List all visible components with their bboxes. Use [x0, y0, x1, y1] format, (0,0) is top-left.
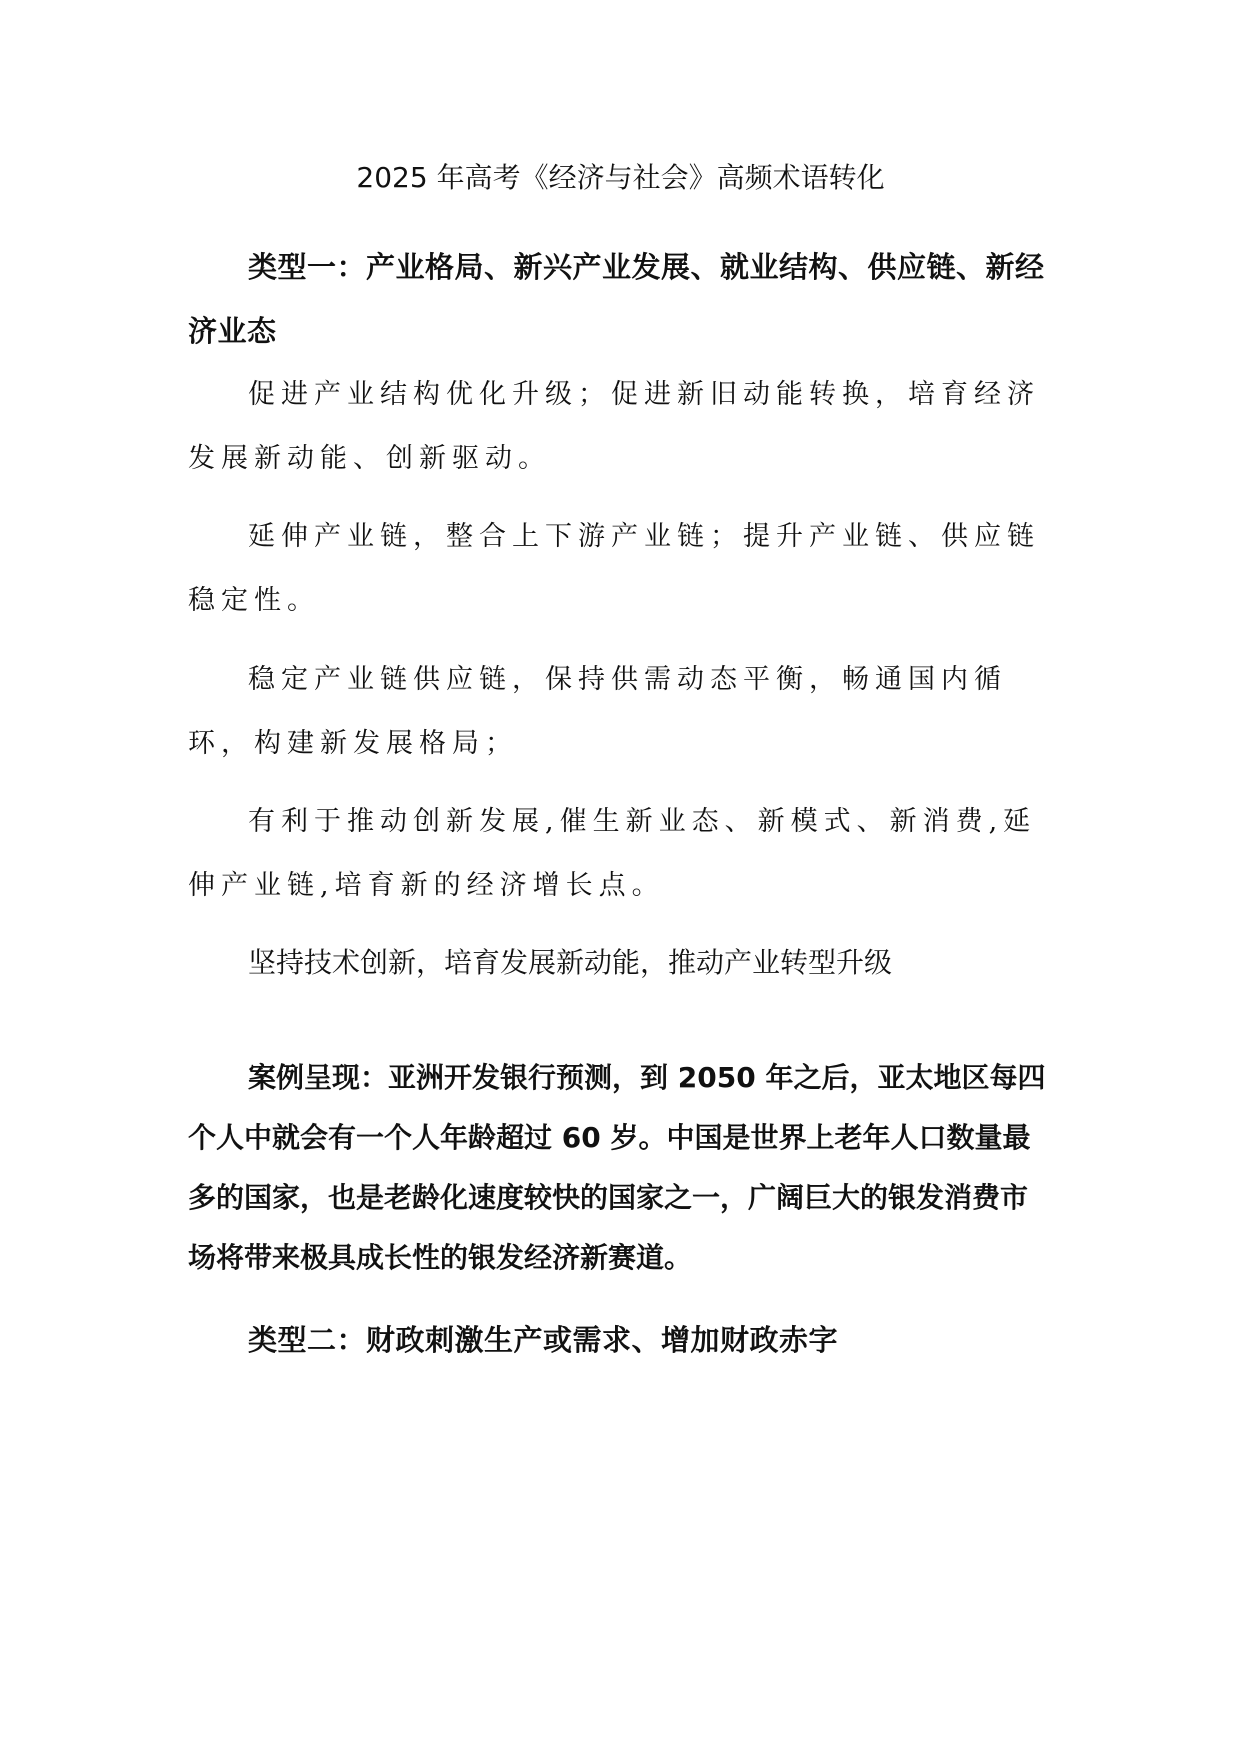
case-label: 案例呈现：: [248, 1061, 389, 1094]
paragraph-1: 促进产业结构优化升级；促进新旧动能转换，培育经济发展新动能、创新驱动。: [188, 379, 1040, 474]
section1-heading: 类型一：产业格局、新兴产业发展、就业结构、供应链、新经济业态: [188, 250, 1045, 348]
paragraph-3: 稳定产业链供应链，保持供需动态平衡，畅通国内循环，构建新发展格局；: [188, 664, 1007, 759]
paragraph-5: 坚持技术创新，培育发展新动能，推动产业转型升级: [248, 946, 893, 979]
paragraph-4: 有利于推动创新发展,催生新业态、新模式、新消费,延伸产业链,培育新的经济增长点。: [188, 806, 1037, 901]
paragraph-2: 延伸产业链，整合上下游产业链；提升产业链、供应链稳定性。: [188, 521, 1040, 616]
case-text: 亚洲开发银行预测，到 2050 年之后，亚太地区每四个人中就会有一个人年龄超过 60 岁。中国是世界上老年人口数量最多的国家，也是老龄化速度较快的国家之一，广阔巨大的银发消费市场将带来极具成长性的银发经济新赛道。: [188, 1061, 1046, 1274]
section2-heading: 类型二：财政刺激生产或需求、增加财政赤字: [248, 1323, 839, 1357]
case-paragraph: [188, 1048, 1054, 1288]
document-title: 2025 年高考《经济与社会》高频术语转化: [356, 161, 885, 194]
